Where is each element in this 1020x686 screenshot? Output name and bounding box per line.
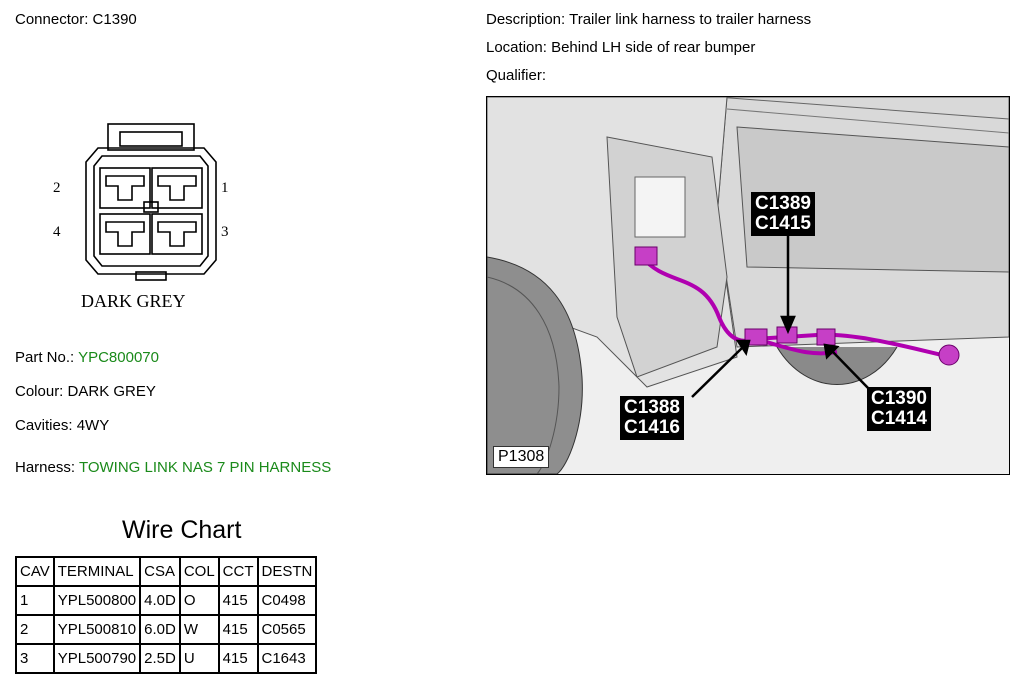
- harness-connector-left: [635, 247, 657, 265]
- connector-face-diagram: [40, 110, 260, 320]
- pin-label-3: 3: [221, 224, 229, 240]
- header-col: COL: [180, 557, 219, 586]
- harness-label: Harness:: [15, 459, 76, 476]
- connector-value: C1390: [92, 11, 137, 28]
- cell-destn-link[interactable]: C1643: [258, 644, 317, 673]
- cavities-label: Cavities:: [15, 417, 73, 434]
- connector-label: Connector:: [15, 11, 89, 28]
- callout-left-line-2: C1416: [624, 417, 680, 438]
- header-terminal: TERMINAL: [54, 557, 140, 586]
- cell-terminal: YPL500800: [54, 586, 140, 615]
- trailer-socket: [939, 345, 959, 365]
- header-cct: CCT: [219, 557, 258, 586]
- cavity-3-outline: [152, 214, 202, 254]
- harness-line: [15, 459, 331, 476]
- cavities-line: [15, 417, 109, 434]
- cell-cav: 1: [16, 586, 54, 615]
- table-row: [16, 615, 316, 644]
- description-label: Description:: [486, 11, 566, 28]
- connector-colour-caption: DARK GREY: [81, 291, 186, 311]
- cavities-value: 4WY: [76, 417, 110, 434]
- cell-csa: 2.5D: [140, 644, 180, 673]
- part-number-label: Part No.:: [15, 349, 75, 366]
- cell-cav: 2: [16, 615, 54, 644]
- header-cav: CAV: [16, 557, 54, 586]
- callout-left: [620, 396, 684, 440]
- cell-col: W: [180, 615, 219, 644]
- pin-label-2: 2: [53, 180, 61, 196]
- description-value: Trailer link harness to trailer harness: [569, 11, 812, 28]
- callout-top: [751, 192, 815, 236]
- qualifier-label: Qualifier:: [486, 67, 547, 84]
- cavity-4-outline: [100, 214, 150, 254]
- harness-connector-c1390: [817, 329, 835, 345]
- colour-line: [15, 383, 156, 400]
- cell-terminal: YPL500810: [54, 615, 140, 644]
- cell-cct: 415: [219, 586, 258, 615]
- cell-col: O: [180, 586, 219, 615]
- picture-code: P1308: [493, 446, 549, 468]
- pin-label-1: 1: [221, 180, 229, 196]
- cell-terminal: YPL500790: [54, 644, 140, 673]
- qualifier-line: [486, 67, 546, 84]
- wire-chart-header-row: [16, 557, 316, 586]
- cell-destn-link[interactable]: C0498: [258, 586, 317, 615]
- cell-cct: 415: [219, 644, 258, 673]
- cavity-1-outline: [152, 168, 202, 208]
- cell-cct: 415: [219, 615, 258, 644]
- callout-left-line-1: C1388: [624, 397, 680, 418]
- description-line: [486, 11, 811, 28]
- cavity-2-outline: [100, 168, 150, 208]
- callout-top-line-1: C1389: [755, 193, 811, 214]
- callout-right: [867, 387, 931, 431]
- location-illustration: [486, 96, 1010, 475]
- location-label: Location:: [486, 39, 547, 56]
- wire-chart-table: [15, 556, 317, 674]
- cell-col: U: [180, 644, 219, 673]
- cell-csa: 6.0D: [140, 615, 180, 644]
- colour-label: Colour:: [15, 383, 64, 400]
- callout-top-line-2: C1415: [755, 213, 811, 234]
- part-number-line: [15, 349, 159, 366]
- part-number-link[interactable]: YPC800070: [78, 349, 159, 366]
- location-value: Behind LH side of rear bumper: [551, 39, 756, 56]
- cell-cav: 3: [16, 644, 54, 673]
- wire-chart-title: Wire Chart: [122, 516, 242, 544]
- table-row: [16, 644, 316, 673]
- pin-label-4: 4: [53, 224, 61, 240]
- header-destn: DESTN: [258, 557, 317, 586]
- cell-destn-link[interactable]: C0565: [258, 615, 317, 644]
- connector-housing-outline: [86, 148, 216, 274]
- connector-heading: [15, 11, 137, 28]
- header-csa: CSA: [140, 557, 180, 586]
- callout-right-line-2: C1414: [871, 408, 927, 429]
- callout-right-line-1: C1390: [871, 388, 927, 409]
- harness-link[interactable]: TOWING LINK NAS 7 PIN HARNESS: [78, 459, 332, 476]
- colour-value: DARK GREY: [67, 383, 156, 400]
- location-line: [486, 39, 755, 56]
- cell-csa: 4.0D: [140, 586, 180, 615]
- table-row: [16, 586, 316, 615]
